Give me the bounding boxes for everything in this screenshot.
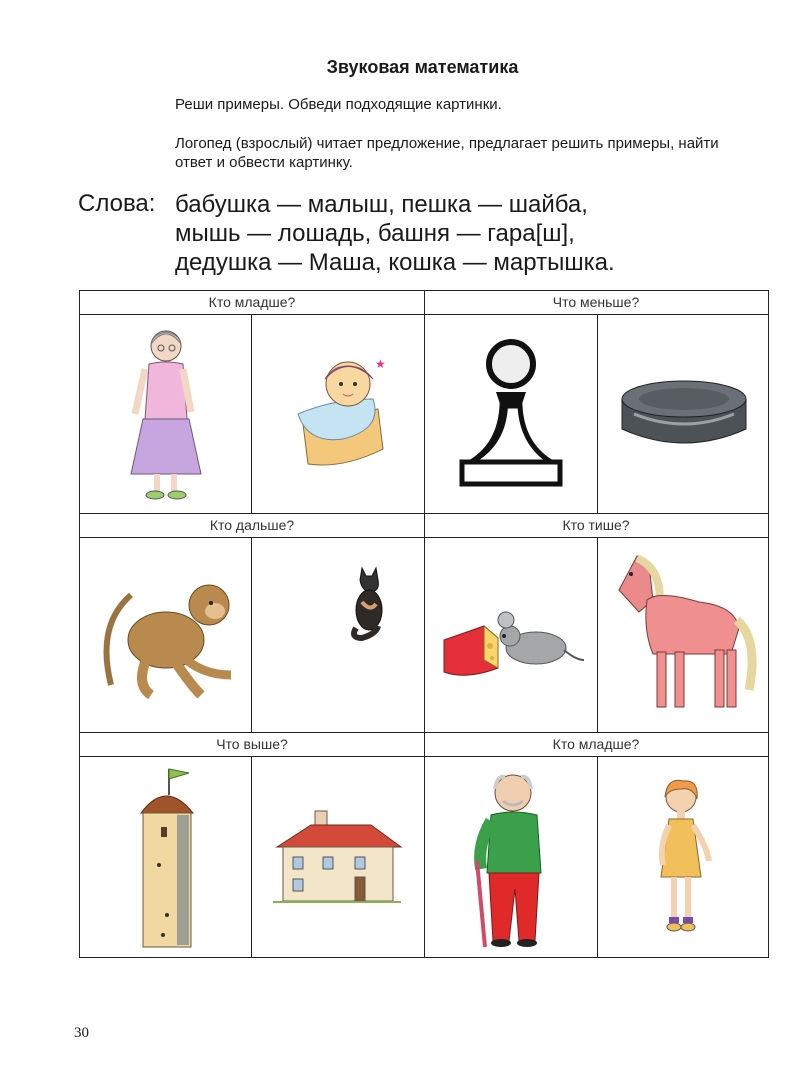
question-label: Кто младше?	[208, 294, 296, 310]
question-label: Кто младше?	[552, 736, 640, 752]
instruction-text-2: Логопед (взрослый) читает предложение, предлагает решить примеры, найти ответ и обвести картинку.	[175, 135, 719, 171]
picture-cell[interactable]	[598, 315, 770, 513]
house-icon	[271, 807, 406, 907]
question-label: Кто тише?	[562, 517, 630, 533]
words-list	[175, 190, 615, 277]
hockey-puck-icon	[614, 369, 754, 459]
picture-cell[interactable]	[425, 757, 597, 957]
picture-cell[interactable]	[598, 538, 770, 732]
grandfather-icon	[461, 765, 561, 950]
picture-cell[interactable]	[425, 538, 597, 732]
svg-text:★: ★	[375, 357, 386, 371]
baby-in-cradle-icon	[283, 354, 393, 474]
words-line: мышь — лошадь, башня — гара[ш],	[175, 220, 575, 247]
question-label: Что выше?	[216, 736, 288, 752]
words-label: Слова:	[78, 190, 156, 217]
instruction-text-1: Реши примеры. Обведи подходящие картинки.	[175, 96, 502, 113]
words-line: бабушка — малыш, пешка — шайба,	[175, 191, 588, 218]
words-line: дедушка — Маша, кошка — мартышка.	[175, 249, 615, 276]
picture-cell[interactable]	[80, 757, 251, 957]
chess-pawn-icon	[456, 334, 566, 494]
picture-cell[interactable]	[80, 538, 251, 732]
picture-cell[interactable]	[598, 757, 770, 957]
page-number: 30	[74, 1025, 89, 1041]
picture-cell[interactable]	[252, 538, 424, 732]
question-label: Что меньше?	[552, 294, 640, 310]
question-label: Кто дальше?	[209, 517, 295, 533]
girl-icon	[649, 777, 719, 937]
picture-cell[interactable]	[252, 315, 424, 513]
picture-cell[interactable]	[80, 315, 251, 513]
grandmother-icon	[121, 324, 211, 504]
tower-icon	[131, 765, 201, 950]
picture-cell[interactable]	[252, 757, 424, 957]
monkey-icon	[91, 565, 241, 705]
page-title: Звуковая математика	[326, 57, 519, 77]
horse-icon	[609, 550, 759, 720]
mouse-with-cheese-icon	[436, 590, 586, 680]
exercise-grid	[79, 290, 769, 958]
cat-icon	[348, 562, 388, 642]
picture-cell[interactable]	[425, 315, 597, 513]
